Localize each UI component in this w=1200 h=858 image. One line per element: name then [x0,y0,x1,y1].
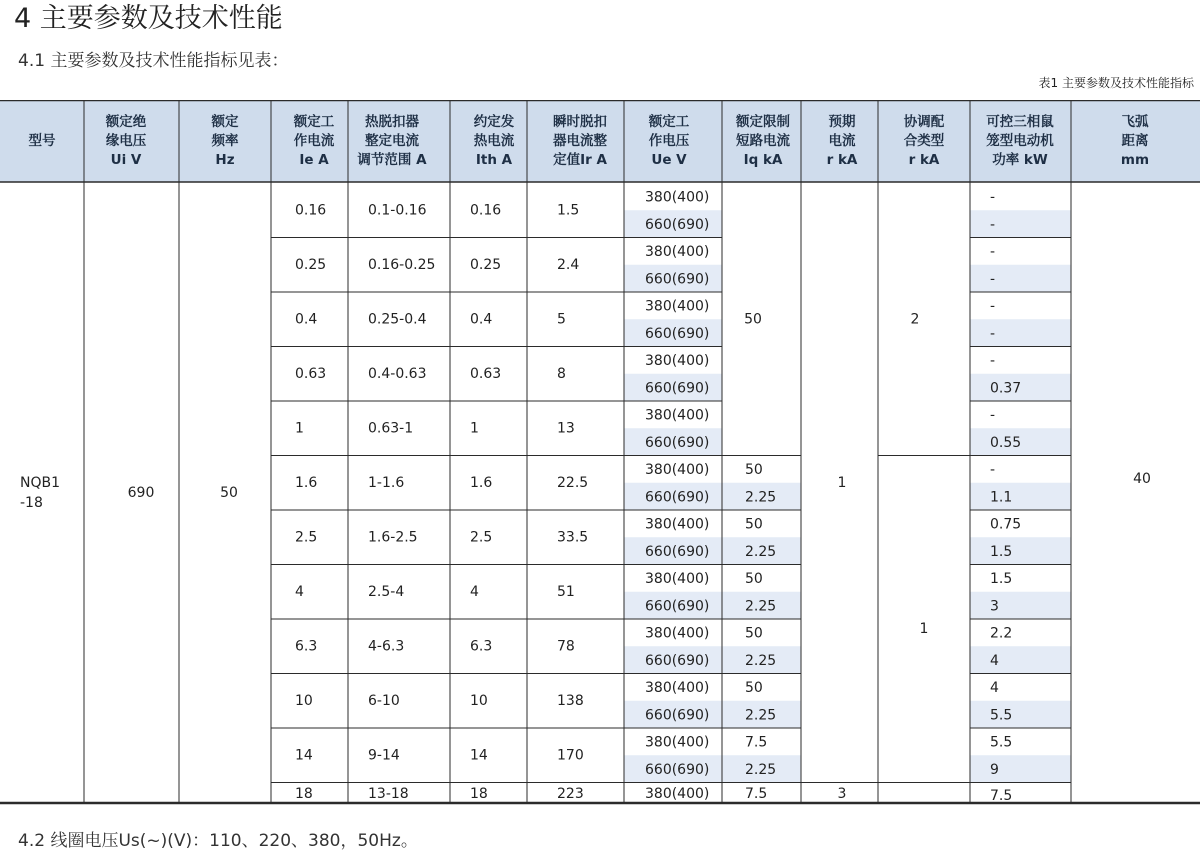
r-cell: 3 [837,785,847,802]
kw-cell: - [990,325,996,342]
header-cell: 笼型电动机 [986,133,1054,149]
ue-cell: 660(690) [645,216,710,233]
header-cell: 作电流 [293,133,335,149]
header-cell: 功率 kW [992,152,1048,168]
kw-cell: 1.1 [990,489,1013,506]
range-cell: 2.5-4 [368,583,405,600]
table-caption: 表1 主要参数及技术性能指标 [1038,76,1194,90]
header-cell: 可控三相鼠 [986,114,1054,130]
ue-cell: 660(690) [645,598,710,615]
kw-cell: 5.5 [990,734,1013,751]
ue-cell: 660(690) [645,489,710,506]
header-cell: 型号 [28,133,56,149]
range-cell: 13-18 [368,785,409,802]
header-cell: 热电流 [473,133,515,149]
iq-cell: 7.5 [745,785,768,802]
ue-cell: 660(690) [645,707,710,724]
kw-stripe [970,210,1071,237]
kw-cell: 0.55 [990,434,1022,451]
ie-cell: 1.6 [295,474,318,491]
ith-cell: 0.4 [470,311,493,328]
kw-cell: - [990,407,996,424]
iq-cell: 2.25 [745,761,777,778]
iq-merged-cell: 50 [744,311,762,328]
kw-cell: 7.5 [990,787,1013,804]
ue-cell: 660(690) [645,543,710,560]
kw-cell: - [990,353,996,370]
header-cell: 频率 [211,133,239,149]
range-cell: 0.63-1 [368,420,414,437]
ue-cell: 380(400) [645,571,710,588]
ie-cell: 0.63 [295,365,327,382]
ue-cell: 660(690) [645,325,710,342]
header-cell: 整定电流 [365,133,419,149]
header-cell: 热脱扣器 [365,114,419,130]
ue-cell: 660(690) [645,434,710,451]
kw-cell: - [990,298,996,315]
kw-cell: 1.5 [990,543,1013,560]
kw-cell: - [990,189,996,206]
range-cell: 0.16-0.25 [368,256,436,273]
arc-cell: 40 [1133,471,1151,487]
header-cell: 额定绝 [105,114,147,130]
header-cell: 额定工 [648,114,690,130]
iq-cell: 2.25 [745,543,777,560]
iq-cell: 2.25 [745,652,777,669]
header-cell: 作电压 [648,133,690,149]
range-cell: 1-1.6 [368,474,405,491]
iq-cell: 50 [745,516,763,533]
iq-cell: 2.25 [745,489,777,506]
ith-cell: 6.3 [470,638,493,655]
iq-cell: 2.25 [745,598,777,615]
header-cell: 额定限制 [736,114,790,130]
ith-cell: 1 [470,420,479,437]
header-cell: mm [1120,152,1150,168]
ith-cell: 2.5 [470,529,493,546]
model-cell: -18 [20,495,43,511]
header-cell: Ui V [110,152,142,168]
ir-cell: 13 [557,420,575,437]
ith-cell: 0.16 [470,202,502,219]
ue-cell: 380(400) [645,244,710,261]
ie-cell: 1 [295,420,304,437]
range-cell: 6-10 [368,692,400,709]
ui-cell: 690 [127,485,155,501]
iq-cell: 7.5 [745,734,768,751]
ue-cell: 380(400) [645,734,710,751]
ue-cell: 380(400) [645,298,710,315]
ie-cell: 2.5 [295,529,318,546]
iq-cell: 50 [745,571,763,588]
ir-cell: 22.5 [557,474,589,491]
ie-cell: 14 [295,747,313,764]
subsection-heading: 4.1 主要参数及技术性能指标见表： [18,51,289,71]
ith-cell: 4 [470,583,479,600]
ie-cell: 10 [295,692,313,709]
kw-cell: - [990,216,996,233]
ue-cell: 660(690) [645,652,710,669]
header-cell: 距离 [1121,133,1149,149]
ue-cell: 380(400) [645,785,710,802]
ir-cell: 138 [557,692,584,709]
range-cell: 9-14 [368,747,400,764]
ir-cell: 8 [557,365,566,382]
header-cell: Ith A [475,152,513,168]
ue-cell: 660(690) [645,761,710,778]
ith-cell: 10 [470,692,488,709]
r-merged-cell: 1 [837,474,847,491]
parameter-table [0,100,1200,805]
ue-cell: 380(400) [645,680,710,697]
kw-stripe [970,701,1071,728]
kw-stripe [970,646,1071,673]
header-cell: 电流 [828,133,856,149]
ue-cell: 660(690) [645,271,710,288]
kw-cell: 5.5 [990,707,1013,724]
header-cell: 预期 [828,114,856,130]
kw-cell: 3 [990,598,999,615]
ie-cell: 4 [295,583,304,600]
ir-cell: 223 [557,785,584,802]
header-cell: 缘电压 [105,133,147,149]
ie-cell: 0.16 [295,202,327,219]
header-cell: 器电流整 [553,133,607,149]
model-cell: NQB1 [20,475,61,491]
kw-stripe [970,265,1071,292]
ue-cell: 380(400) [645,516,710,533]
kw-cell: 0.75 [990,516,1022,533]
header-cell: r kA [908,152,940,168]
kw-cell: 4 [990,652,999,669]
kw-cell: 2.2 [990,625,1013,642]
iq-cell: 50 [745,680,763,697]
ue-cell: 660(690) [645,380,710,397]
header-cell: Iq kA [743,152,783,168]
iq-cell: 2.25 [745,707,777,724]
ue-cell: 380(400) [645,189,710,206]
iq-cell: 50 [745,625,763,642]
kw-stripe [970,592,1071,619]
coil-voltage-note: 4.2 线圈电压Us(~)(V)：110、220、380，50Hz。 [18,831,418,851]
freq-cell: 50 [220,485,238,501]
kw-cell: - [990,271,996,288]
ir-cell: 78 [557,638,575,655]
ir-cell: 5 [557,311,566,328]
header-cell: 额定工 [293,114,335,130]
section-heading: 4 主要参数及技术性能 [14,3,283,34]
coord-bottom-cell: 1 [919,620,929,637]
ue-cell: 380(400) [645,625,710,642]
ie-cell: 6.3 [295,638,318,655]
range-cell: 1.6-2.5 [368,529,418,546]
ue-cell: 380(400) [645,462,710,479]
header-cell: 约定发 [473,114,515,130]
ith-cell: 0.25 [470,256,502,273]
ir-cell: 2.4 [557,256,580,273]
kw-stripe [970,537,1071,564]
ith-cell: 0.63 [470,365,502,382]
header-cell: 短路电流 [736,133,790,149]
header-cell: 瞬时脱扣 [553,114,607,130]
range-cell: 0.25-0.4 [368,311,427,328]
kw-stripe [970,483,1071,510]
header-cell: 合类型 [903,133,945,149]
ir-cell: 1.5 [557,202,580,219]
kw-cell: - [990,244,996,261]
kw-stripe [970,319,1071,346]
kw-cell: - [990,462,996,479]
coord-top-cell: 2 [910,311,920,328]
ith-cell: 14 [470,747,488,764]
range-cell: 0.4-0.63 [368,365,427,382]
header-cell: 调节范围 A [357,152,427,168]
ie-cell: 0.4 [295,311,318,328]
header-cell: 额定 [211,114,239,130]
header-cell: Ie A [299,152,329,168]
header-cell: 飞弧 [1121,114,1149,130]
header-cell: 协调配 [903,114,945,130]
kw-cell: 1.5 [990,571,1013,588]
ie-cell: 18 [295,785,313,802]
header-cell: r kA [826,152,858,168]
ue-cell: 380(400) [645,407,710,424]
header-cell: Ue V [651,152,687,168]
iq-cell: 50 [745,462,763,479]
ir-cell: 33.5 [557,529,589,546]
ith-cell: 1.6 [470,474,493,491]
ir-cell: 170 [557,747,584,764]
ith-cell: 18 [470,785,488,802]
range-cell: 4-6.3 [368,638,405,655]
ir-cell: 51 [557,583,575,600]
ue-cell: 380(400) [645,353,710,370]
header-cell: Hz [215,152,235,168]
kw-cell: 9 [990,761,999,778]
kw-stripe [970,755,1071,782]
range-cell: 0.1-0.16 [368,202,427,219]
header-cell: 定值Ir A [553,152,607,168]
kw-cell: 0.37 [990,380,1022,397]
kw-cell: 4 [990,680,999,697]
ie-cell: 0.25 [295,256,327,273]
